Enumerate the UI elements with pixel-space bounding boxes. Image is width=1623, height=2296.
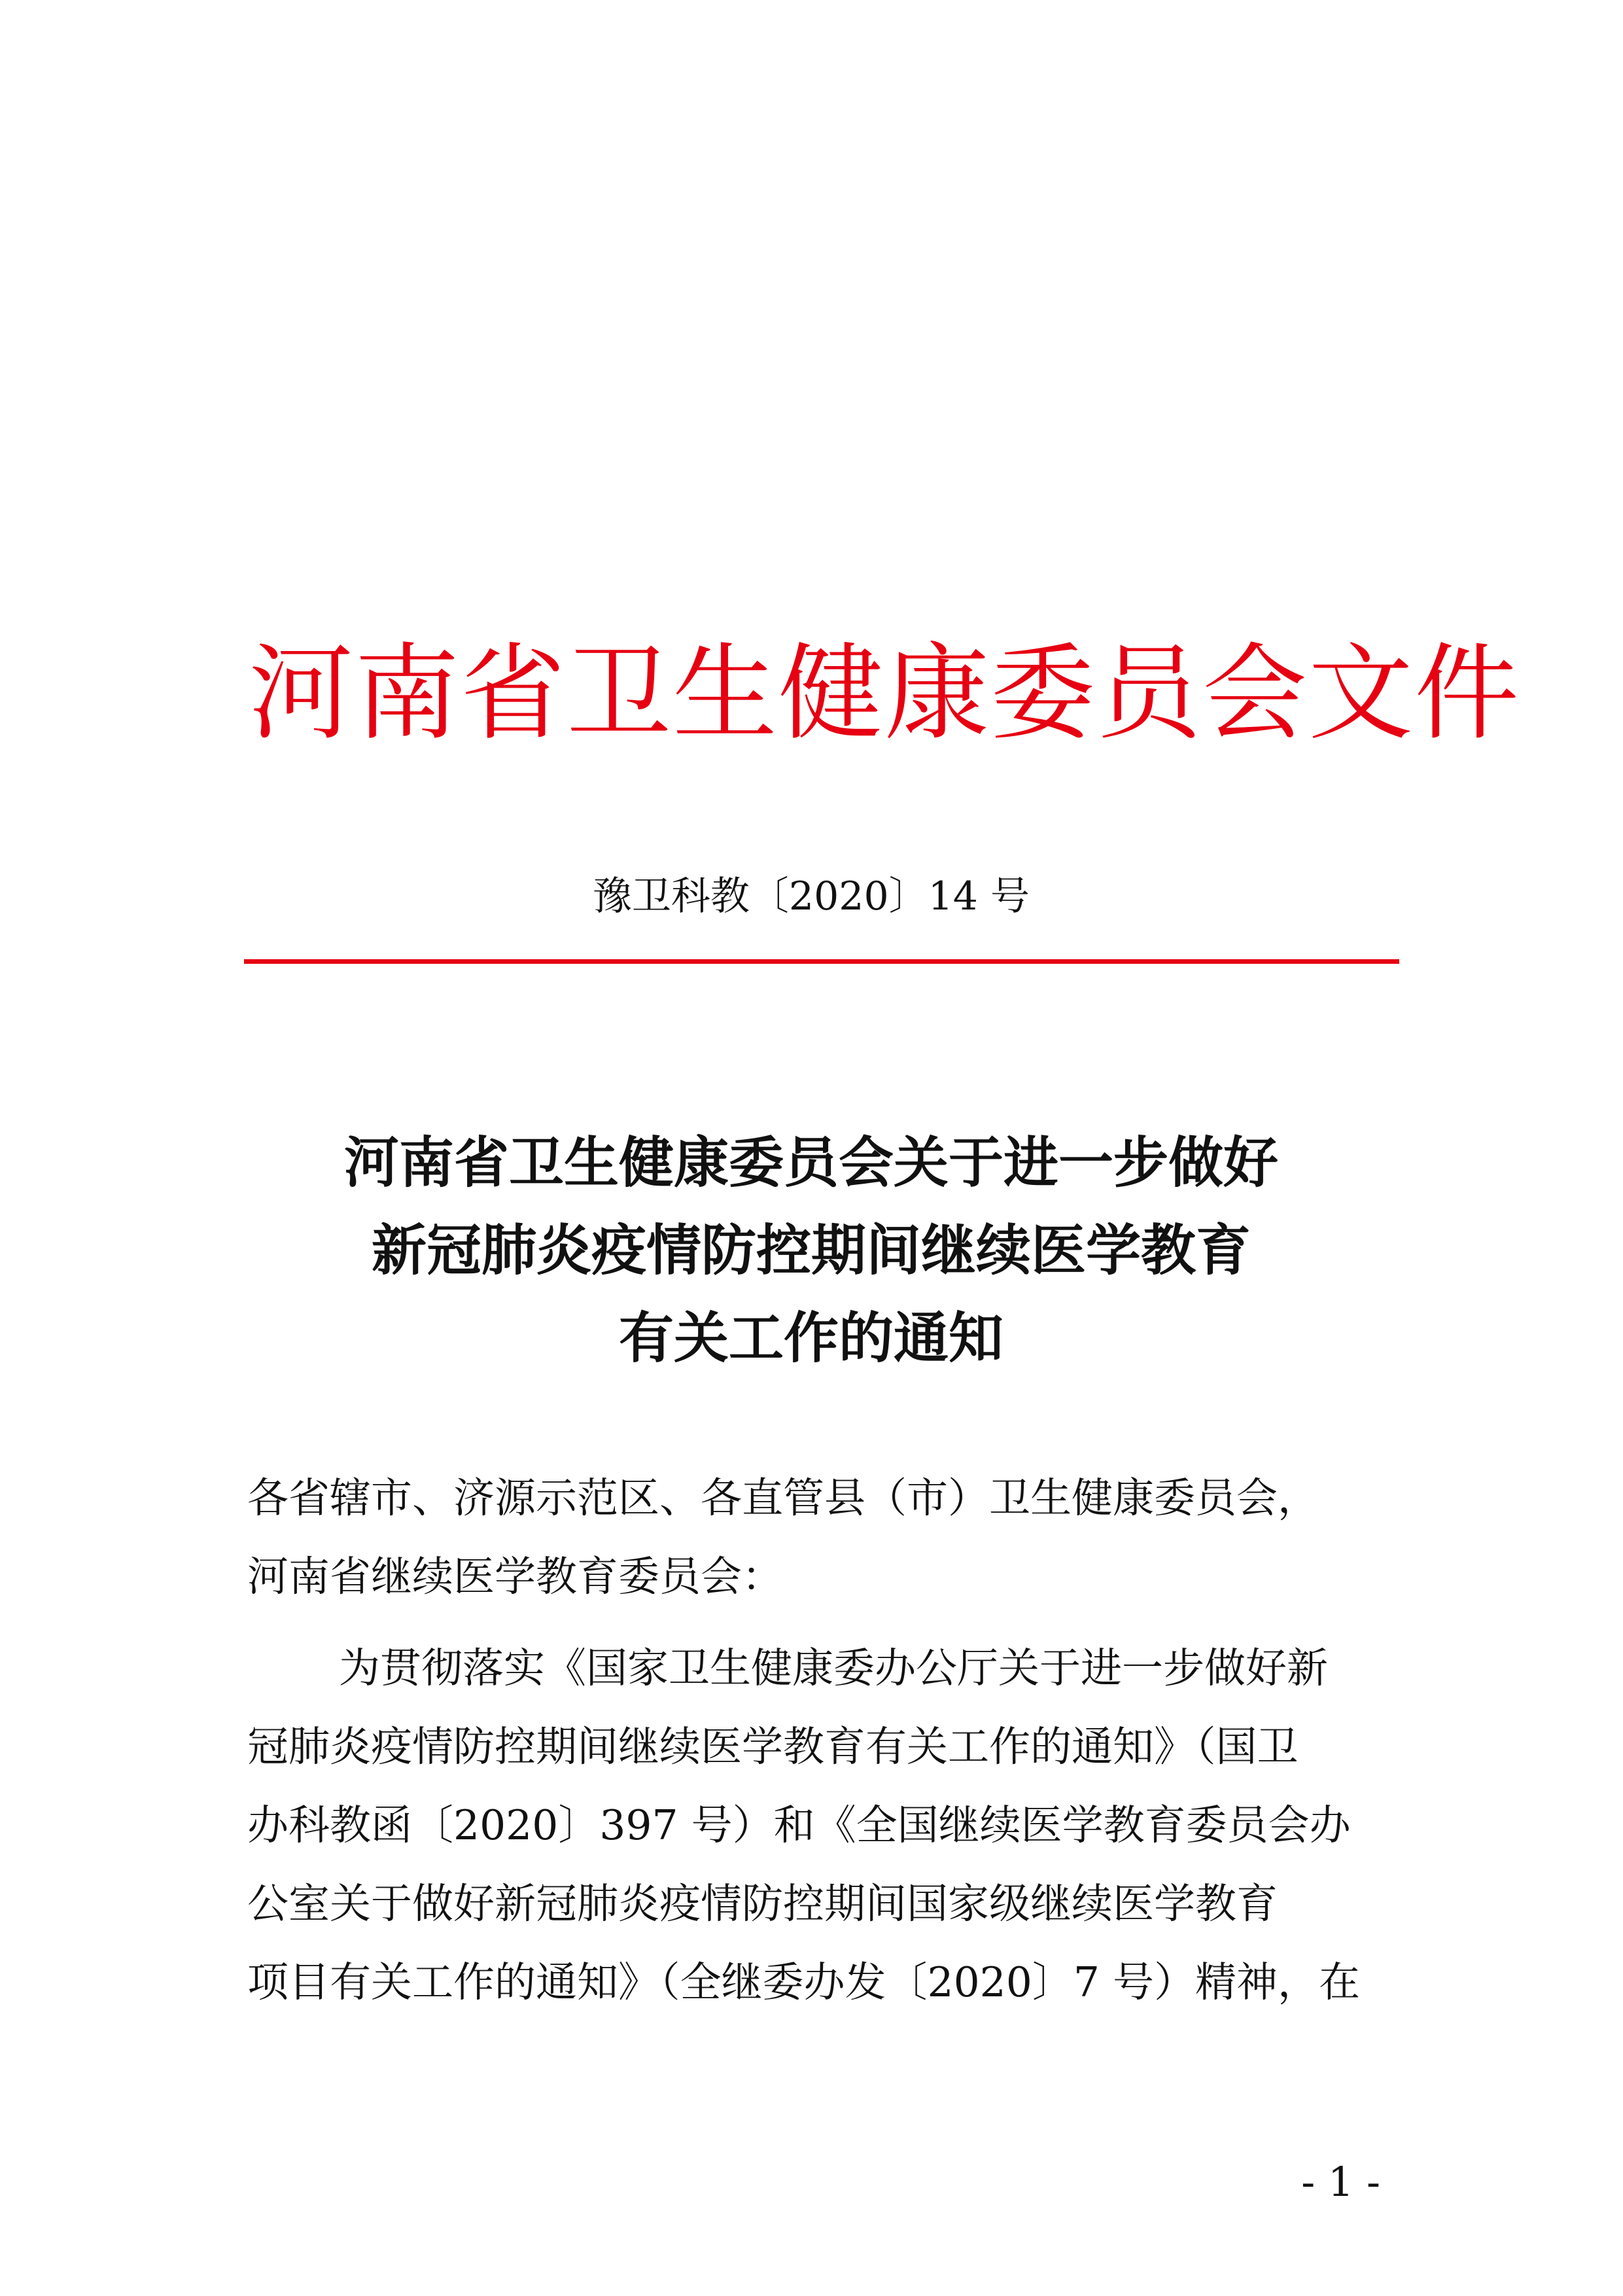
title-line: 新冠肺炎疫情防控期间继续医学教育 [371, 1218, 1251, 1282]
body-line: 办科教函〔2020〕397 号）和《全国继续医学教育委员会办 [247, 1801, 1351, 1849]
document-body [247, 1459, 1382, 2022]
page-number: - 1 - [1301, 2158, 1380, 2206]
body-line: 项目有关工作的通知》（全继委办发〔2020〕7 号）精神，在 [247, 1958, 1360, 2006]
addressee-line: 各省辖市、济源示范区、各直管县（市）卫生健康委员会， [247, 1474, 1319, 1522]
title-line: 河南省卫生健康委员会关于进一步做好 [343, 1131, 1278, 1195]
body-line: 冠肺炎疫情防控期间继续医学教育有关工作的通知》（国卫 [247, 1723, 1299, 1771]
body-line: 公室关于做好新冠肺炎疫情防控期间国家级继续医学教育 [247, 1880, 1278, 1928]
red-divider-line [244, 959, 1399, 964]
body-line: 为贯彻落实《国家卫生健康委办公厅关于进一步做好新 [339, 1644, 1328, 1692]
document-title [249, 1119, 1374, 1382]
title-line: 有关工作的通知 [618, 1306, 1003, 1370]
document-masthead: 河南省卫生健康委员会文件 [249, 632, 1521, 754]
document-number: 豫卫科教〔2020〕14 号 [592, 874, 1030, 919]
addressee-line: 河南省继续医学教育委员会： [247, 1553, 783, 1600]
